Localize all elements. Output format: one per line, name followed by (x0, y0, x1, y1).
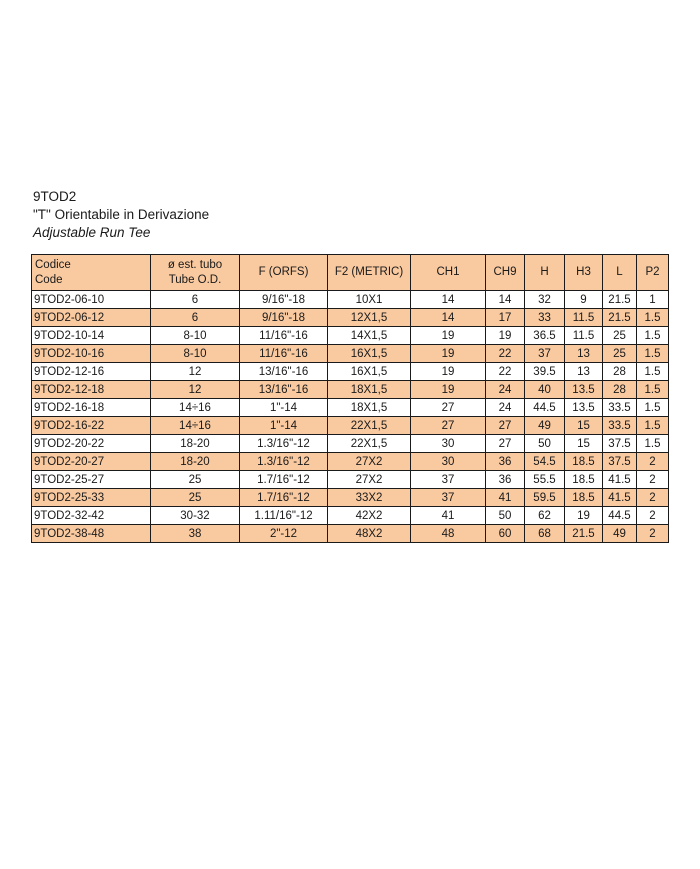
cell-f2: 16X1,5 (328, 345, 411, 363)
cell-f: 11/16"-16 (240, 345, 328, 363)
cell-code: 9TOD2-20-22 (32, 435, 151, 453)
cell-h: 50 (525, 435, 565, 453)
cell-ch9: 50 (486, 507, 525, 525)
cell-h3: 18.5 (565, 489, 603, 507)
cell-ch1: 27 (411, 417, 486, 435)
cell-h3: 11.5 (565, 327, 603, 345)
cell-f2: 27X2 (328, 471, 411, 489)
cell-p2: 1.5 (637, 435, 669, 453)
cell-tube-od: 25 (151, 489, 240, 507)
cell-p2: 1.5 (637, 345, 669, 363)
cell-h3: 15 (565, 435, 603, 453)
cell-f: 1.7/16"-12 (240, 471, 328, 489)
cell-tube-od: 12 (151, 381, 240, 399)
table-row (32, 453, 669, 471)
cell-p2: 1.5 (637, 363, 669, 381)
title-italian: "T" Orientabile in Derivazione (33, 207, 210, 222)
cell-tube-od: 12 (151, 363, 240, 381)
cell-f: 1.11/16"-12 (240, 507, 328, 525)
cell-p2: 1.5 (637, 309, 669, 327)
cell-tube-od: 30-32 (151, 507, 240, 525)
cell-h: 55.5 (525, 471, 565, 489)
header-ch9: CH9 (486, 255, 525, 291)
cell-ch9: 24 (486, 381, 525, 399)
cell-l: 41.5 (603, 471, 637, 489)
cell-p2: 2 (637, 507, 669, 525)
cell-l: 28 (603, 363, 637, 381)
cell-f: 13/16"-16 (240, 363, 328, 381)
cell-ch1: 14 (411, 291, 486, 309)
cell-h: 39.5 (525, 363, 565, 381)
cell-h3: 13 (565, 345, 603, 363)
cell-ch9: 19 (486, 327, 525, 345)
cell-l: 41.5 (603, 489, 637, 507)
cell-f2: 14X1,5 (328, 327, 411, 345)
cell-h: 37 (525, 345, 565, 363)
header-f2: F2 (METRIC) (328, 255, 411, 291)
cell-tube-od: 8-10 (151, 345, 240, 363)
cell-tube-od: 6 (151, 309, 240, 327)
cell-tube-od: 8-10 (151, 327, 240, 345)
cell-h3: 21.5 (565, 525, 603, 543)
cell-ch9: 36 (486, 453, 525, 471)
cell-tube-od: 6 (151, 291, 240, 309)
cell-code: 9TOD2-25-33 (32, 489, 151, 507)
table-row (32, 489, 669, 507)
cell-ch9: 41 (486, 489, 525, 507)
cell-f: 1"-14 (240, 399, 328, 417)
cell-l: 44.5 (603, 507, 637, 525)
cell-ch1: 37 (411, 471, 486, 489)
cell-l: 21.5 (603, 309, 637, 327)
cell-l: 21.5 (603, 291, 637, 309)
cell-p2: 1.5 (637, 417, 669, 435)
header-h: H (525, 255, 565, 291)
header-f: F (ORFS) (240, 255, 328, 291)
table-row (32, 399, 669, 417)
cell-h3: 9 (565, 291, 603, 309)
cell-p2: 2 (637, 525, 669, 543)
cell-tube-od: 14÷16 (151, 417, 240, 435)
cell-p2: 2 (637, 453, 669, 471)
cell-f2: 12X1,5 (328, 309, 411, 327)
table-row (32, 507, 669, 525)
cell-h3: 18.5 (565, 453, 603, 471)
cell-ch1: 30 (411, 435, 486, 453)
cell-h: 36.5 (525, 327, 565, 345)
cell-f: 13/16"-16 (240, 381, 328, 399)
cell-l: 25 (603, 327, 637, 345)
cell-f: 1.7/16"-12 (240, 489, 328, 507)
cell-ch9: 27 (486, 435, 525, 453)
cell-code: 9TOD2-20-27 (32, 453, 151, 471)
cell-l: 33.5 (603, 399, 637, 417)
cell-f: 9/16"-18 (240, 291, 328, 309)
cell-h: 49 (525, 417, 565, 435)
cell-h: 54.5 (525, 453, 565, 471)
table-row (32, 417, 669, 435)
cell-code: 9TOD2-12-18 (32, 381, 151, 399)
product-code: 9TOD2 (33, 189, 77, 204)
cell-p2: 1.5 (637, 381, 669, 399)
document-heading (33, 188, 209, 242)
cell-h3: 13.5 (565, 399, 603, 417)
cell-ch1: 19 (411, 327, 486, 345)
cell-ch9: 22 (486, 363, 525, 381)
cell-f2: 42X2 (328, 507, 411, 525)
cell-ch1: 19 (411, 381, 486, 399)
cell-p2: 1.5 (637, 327, 669, 345)
cell-f: 1.3/16"-12 (240, 435, 328, 453)
cell-code: 9TOD2-16-22 (32, 417, 151, 435)
header-p2: P2 (637, 255, 669, 291)
cell-f2: 22X1,5 (328, 435, 411, 453)
cell-tube-od: 38 (151, 525, 240, 543)
cell-f2: 16X1,5 (328, 363, 411, 381)
cell-ch1: 48 (411, 525, 486, 543)
cell-f2: 27X2 (328, 453, 411, 471)
cell-ch1: 41 (411, 507, 486, 525)
table-row (32, 345, 669, 363)
cell-f2: 10X1 (328, 291, 411, 309)
table-row (32, 525, 669, 543)
cell-tube-od: 25 (151, 471, 240, 489)
cell-ch9: 14 (486, 291, 525, 309)
cell-h: 32 (525, 291, 565, 309)
cell-code: 9TOD2-16-18 (32, 399, 151, 417)
cell-ch9: 27 (486, 417, 525, 435)
header-tube-od: ø est. tubo Tube O.D. (151, 255, 240, 291)
cell-h: 59.5 (525, 489, 565, 507)
cell-p2: 1.5 (637, 399, 669, 417)
cell-f2: 33X2 (328, 489, 411, 507)
table-row (32, 327, 669, 345)
title-english: Adjustable Run Tee (33, 225, 151, 240)
cell-code: 9TOD2-10-16 (32, 345, 151, 363)
table-row (32, 381, 669, 399)
cell-h3: 18.5 (565, 471, 603, 489)
table-row (32, 309, 669, 327)
cell-p2: 1 (637, 291, 669, 309)
cell-l: 37.5 (603, 453, 637, 471)
header-code: Codice Code (32, 255, 151, 291)
cell-tube-od: 18-20 (151, 435, 240, 453)
header-ch1: CH1 (411, 255, 486, 291)
cell-code: 9TOD2-38-48 (32, 525, 151, 543)
cell-p2: 2 (637, 471, 669, 489)
cell-f2: 18X1,5 (328, 399, 411, 417)
cell-f2: 18X1,5 (328, 381, 411, 399)
cell-code: 9TOD2-32-42 (32, 507, 151, 525)
cell-h3: 15 (565, 417, 603, 435)
cell-tube-od: 18-20 (151, 453, 240, 471)
table-body (32, 291, 669, 543)
cell-ch1: 37 (411, 489, 486, 507)
cell-l: 37.5 (603, 435, 637, 453)
cell-h: 62 (525, 507, 565, 525)
cell-f: 11/16"-16 (240, 327, 328, 345)
cell-code: 9TOD2-10-14 (32, 327, 151, 345)
table-row (32, 363, 669, 381)
cell-code: 9TOD2-06-10 (32, 291, 151, 309)
cell-f: 1.3/16"-12 (240, 453, 328, 471)
cell-ch9: 36 (486, 471, 525, 489)
cell-l: 49 (603, 525, 637, 543)
cell-ch9: 17 (486, 309, 525, 327)
cell-code: 9TOD2-06-12 (32, 309, 151, 327)
cell-h: 44.5 (525, 399, 565, 417)
table-row (32, 291, 669, 309)
table-row (32, 435, 669, 453)
cell-ch1: 14 (411, 309, 486, 327)
cell-ch1: 30 (411, 453, 486, 471)
cell-l: 28 (603, 381, 637, 399)
cell-h: 33 (525, 309, 565, 327)
cell-h3: 13.5 (565, 381, 603, 399)
cell-f: 9/16"-18 (240, 309, 328, 327)
table-row (32, 471, 669, 489)
cell-ch9: 60 (486, 525, 525, 543)
cell-h3: 19 (565, 507, 603, 525)
cell-ch1: 19 (411, 363, 486, 381)
cell-h: 68 (525, 525, 565, 543)
cell-ch9: 24 (486, 399, 525, 417)
cell-ch1: 19 (411, 345, 486, 363)
cell-f2: 48X2 (328, 525, 411, 543)
cell-ch9: 22 (486, 345, 525, 363)
cell-f: 2"-12 (240, 525, 328, 543)
cell-p2: 2 (637, 489, 669, 507)
cell-ch1: 27 (411, 399, 486, 417)
cell-code: 9TOD2-12-16 (32, 363, 151, 381)
header-l: L (603, 255, 637, 291)
cell-h: 40 (525, 381, 565, 399)
table-header-row (32, 255, 669, 291)
cell-f2: 22X1,5 (328, 417, 411, 435)
cell-l: 33.5 (603, 417, 637, 435)
cell-tube-od: 14÷16 (151, 399, 240, 417)
cell-code: 9TOD2-25-27 (32, 471, 151, 489)
cell-h3: 13 (565, 363, 603, 381)
cell-l: 25 (603, 345, 637, 363)
header-h3: H3 (565, 255, 603, 291)
cell-f: 1"-14 (240, 417, 328, 435)
cell-h3: 11.5 (565, 309, 603, 327)
spec-table (31, 254, 669, 543)
